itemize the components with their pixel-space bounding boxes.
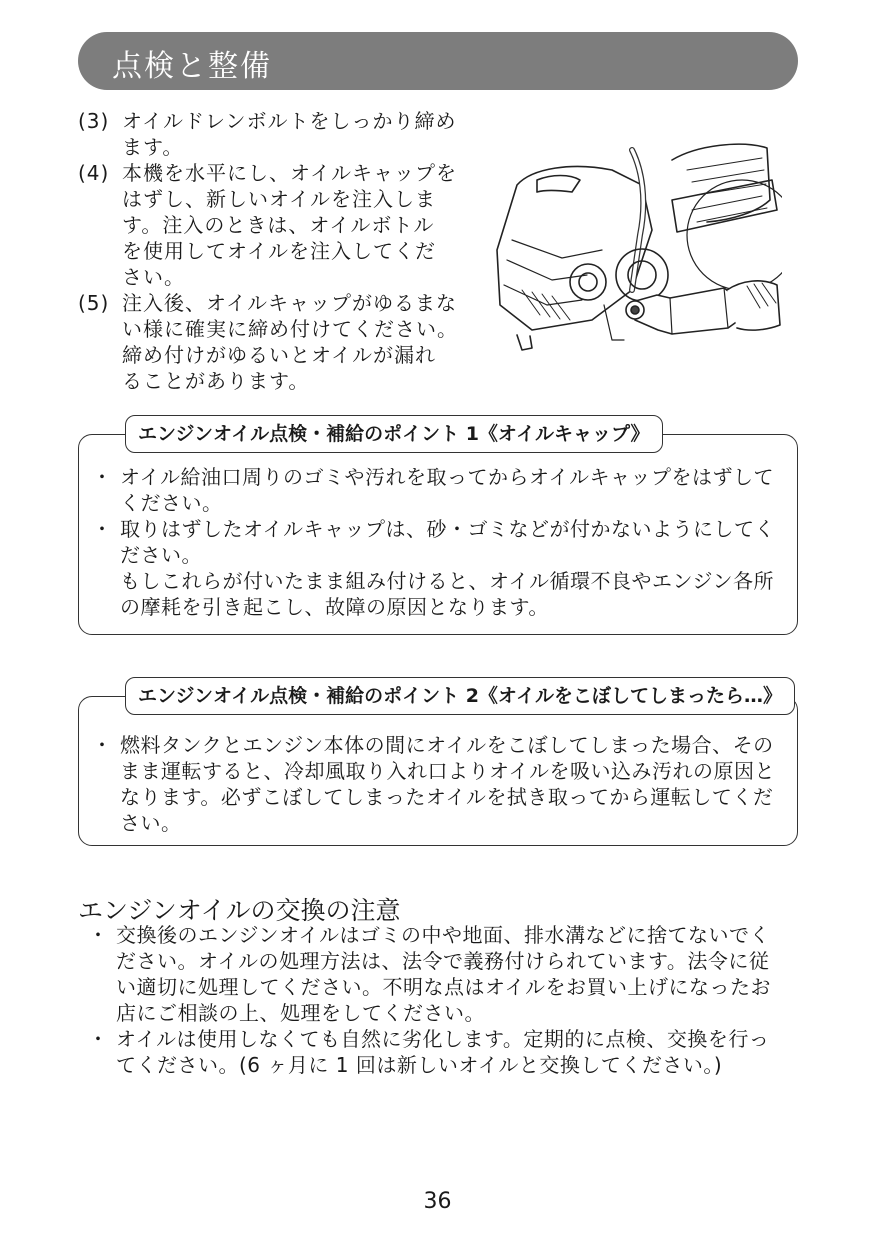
page-number: 36: [423, 1189, 452, 1214]
list-item: [82, 732, 784, 836]
step-line: 注入後、オイルキャップがゆるまな: [122, 291, 457, 315]
bullet-line: てください。(6 ヶ月に 1 回は新しいオイルと交換してください。): [116, 1053, 723, 1077]
step-3: [78, 108, 463, 160]
bullet-line: 取りはずしたオイルキャップは、砂・ゴミなどが付かないようにしてく: [120, 517, 775, 541]
step-line: オイルドレンボルトをしっかり締め: [122, 109, 457, 133]
header-bar: [78, 32, 798, 90]
step-5: [78, 290, 463, 394]
bullet-mark: ・: [88, 1027, 109, 1051]
bullet-line: なります。必ずこぼしてしまったオイルを拭き取ってから運転してくだ: [120, 785, 774, 809]
exchange-bullets: [78, 922, 800, 1078]
step-line: す。注入のときは、オイルボトル: [122, 213, 435, 237]
bullet-line: ください。: [120, 491, 223, 515]
step-line: はずし、新しいオイルを注入しま: [122, 187, 436, 211]
list-item: [78, 1026, 800, 1078]
bullet-line: ださい。オイルの処理方法は、法令で義務付けられています。法令に従: [116, 949, 770, 973]
step-line: ることがあります。: [122, 369, 310, 393]
exchange-section-title: エンジンオイルの交換の注意: [78, 896, 401, 925]
bullet-line: オイル給油口周りのゴミや汚れを取ってからオイルキャップをはずして: [120, 465, 774, 489]
point-2-bullets: [82, 732, 784, 836]
bullet-line: オイルは使用しなくても自然に劣化します。定期的に点検、交換を行っ: [116, 1027, 770, 1051]
step-line: 締め付けがゆるいとオイルが漏れ: [122, 343, 436, 367]
step-line: を使用してオイルを注入してくだ: [122, 239, 436, 263]
oil-filling-illustration: [492, 140, 782, 365]
list-item: [78, 922, 800, 1026]
bullet-line: もしこれらが付いたまま組み付けると、オイル循環不良やエンジン各所: [120, 569, 774, 593]
step-4: [78, 160, 463, 290]
bullet-mark: ・: [88, 923, 109, 947]
bullet-mark: ・: [92, 517, 113, 541]
list-item: [82, 516, 784, 620]
bullet-line: の摩耗を引き起こし、故障の原因となります。: [120, 595, 549, 619]
step-number: (3): [78, 109, 110, 133]
step-line: 本機を水平にし、オイルキャップを: [122, 161, 457, 185]
step-list: [78, 108, 463, 394]
bullet-line: さい。: [120, 811, 182, 835]
step-line: い様に確実に締め付けてください。: [122, 317, 458, 341]
bullet-line: まま運転すると、冷却風取り入れ口よりオイルを吸い込み汚れの原因と: [120, 759, 775, 783]
page-title: 点検と整備: [112, 49, 272, 84]
point-2-label: エンジンオイル点検・補給のポイント 2《オイルをこぼしてしまったら…》: [125, 677, 795, 715]
step-line: さい。: [122, 265, 185, 289]
bullet-line: ださい。: [120, 543, 202, 567]
bullet-line: 交換後のエンジンオイルはゴミの中や地面、排水溝などに捨てないでく: [116, 923, 770, 947]
step-line: ます。: [122, 135, 184, 159]
step-number: (5): [78, 291, 110, 315]
step-number: (4): [78, 161, 110, 185]
point-1-label: エンジンオイル点検・補給のポイント 1《オイルキャップ》: [125, 415, 663, 453]
bullet-mark: ・: [92, 733, 113, 757]
list-item: [82, 464, 784, 516]
point-1-bullets: [82, 464, 784, 620]
bullet-line: 燃料タンクとエンジン本体の間にオイルをこぼしてしまった場合、その: [120, 733, 774, 757]
bullet-line: い適切に処理してください。不明な点はオイルをお買い上げになったお: [116, 975, 771, 999]
bullet-mark: ・: [92, 465, 113, 489]
bullet-line: 店にご相談の上、処理をしてください。: [116, 1001, 485, 1025]
